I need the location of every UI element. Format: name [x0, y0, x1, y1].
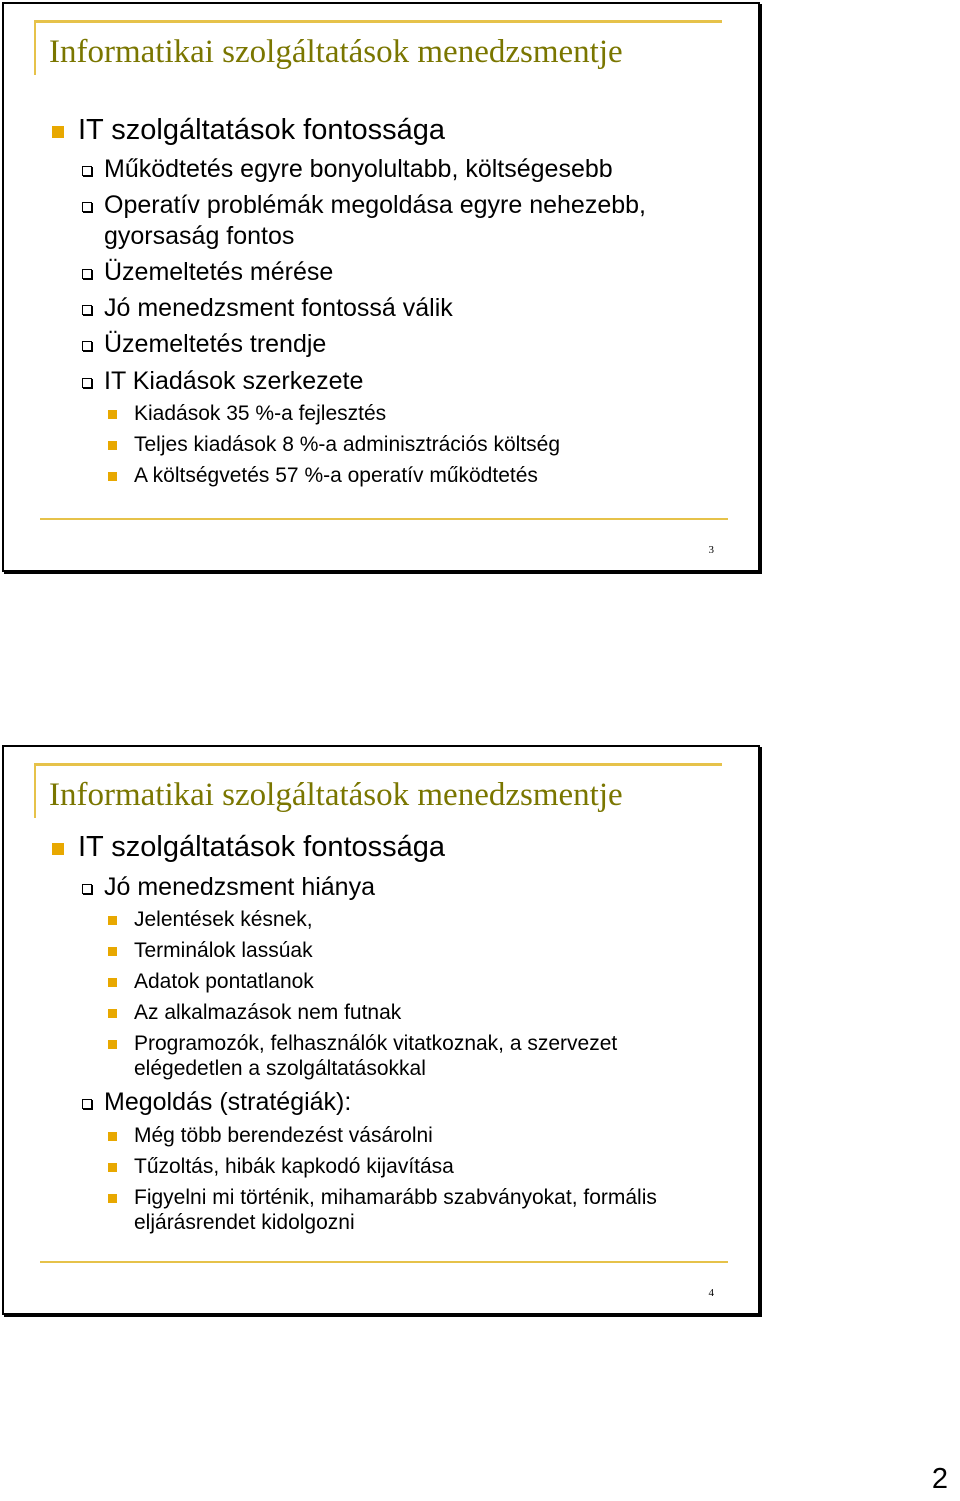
bullet-text: IT szolgáltatások fontossága — [78, 114, 446, 146]
bullet-item — [78, 831, 445, 864]
square-bullet-icon — [52, 126, 64, 138]
bullet-text: Jó menedzsment fontossá válik — [104, 294, 453, 322]
sub-bullet-item — [134, 1123, 433, 1148]
bullet-item — [104, 1087, 351, 1118]
bullet-item — [104, 329, 326, 360]
square-bullet-icon — [108, 978, 117, 987]
title-vertical-rule — [34, 763, 36, 818]
bullet-text: Programozók, felhasználók vitatkoznak, a szervezet — [134, 1032, 618, 1055]
bullet-text: IT Kiadások szerkezete — [104, 367, 364, 395]
bullet-item — [104, 190, 646, 252]
bullet-text: Adatok pontatlanok — [134, 970, 314, 993]
sub-bullet-item — [134, 1031, 617, 1081]
square-bullet-icon — [108, 472, 117, 481]
bullet-text: Megoldás (stratégiák): — [104, 1088, 352, 1116]
square-bullet-icon — [108, 947, 117, 956]
bullet-text: Tűzoltás, hibák kapkodó kijavítása — [134, 1155, 454, 1178]
square-bullet-icon — [108, 1009, 117, 1018]
checkbox-bullet-icon — [82, 305, 92, 315]
slide-page-number: 3 — [708, 544, 714, 556]
square-bullet-icon — [108, 410, 117, 419]
title-rule — [34, 20, 722, 23]
square-bullet-icon — [108, 916, 117, 925]
sub-bullet-item — [134, 1154, 454, 1179]
slide-title: Informatikai szolgáltatások menedzsmentje — [49, 34, 623, 70]
bullet-text-continued: eljárásrendet kidolgozni — [134, 1211, 355, 1234]
checkbox-bullet-icon — [82, 202, 92, 212]
bullet-text: Üzemeltetés trendje — [104, 330, 327, 358]
bullet-text-continued: elégedetlen a szolgáltatásokkal — [134, 1057, 426, 1080]
square-bullet-icon — [108, 1040, 117, 1049]
sub-bullet-item — [134, 463, 538, 488]
bullet-text-continued: gyorsaság fontos — [104, 222, 295, 250]
bullet-text: IT szolgáltatások fontossága — [78, 831, 446, 863]
slide-4 — [2, 745, 760, 1315]
footer-rule — [40, 1261, 728, 1263]
bullet-text: Terminálok lassúak — [134, 939, 313, 962]
checkbox-bullet-icon — [82, 166, 92, 176]
bullet-item — [104, 154, 613, 185]
title-vertical-rule — [34, 20, 36, 75]
square-bullet-icon — [108, 1132, 117, 1141]
square-bullet-icon — [108, 441, 117, 450]
bullet-text: Kiadások 35 %-a fejlesztés — [134, 402, 387, 425]
sub-bullet-item — [134, 938, 313, 963]
bullet-item — [104, 366, 363, 397]
slide-title: Informatikai szolgáltatások menedzsmentje — [49, 777, 623, 813]
square-bullet-icon — [108, 1194, 117, 1203]
footer-rule — [40, 518, 728, 520]
bullet-item — [104, 872, 375, 903]
sub-bullet-item — [134, 401, 386, 426]
square-bullet-icon — [108, 1163, 117, 1172]
bullet-text: Jelentések késnek, — [134, 908, 313, 931]
checkbox-bullet-icon — [82, 884, 92, 894]
bullet-item — [78, 114, 445, 147]
bullet-text: Teljes kiadások 8 %-a adminisztrációs költség — [134, 433, 561, 456]
sub-bullet-item — [134, 907, 313, 932]
sub-bullet-item — [134, 432, 560, 457]
bullet-item — [104, 293, 453, 324]
title-rule — [34, 763, 722, 766]
checkbox-bullet-icon — [82, 341, 92, 351]
bullet-text: Operatív problémák megoldása egyre nehezebb, — [104, 191, 646, 219]
document-page-number: 2 — [931, 1463, 948, 1495]
bullet-text: Az alkalmazások nem futnak — [134, 1001, 402, 1024]
bullet-text: A költségvetés 57 %-a operatív működtetés — [134, 464, 538, 487]
sub-bullet-item — [134, 969, 314, 994]
sub-bullet-item — [134, 1185, 657, 1235]
bullet-text: Figyelni mi történik, mihamarább szabványokat, formális — [134, 1186, 657, 1209]
bullet-text: Működtetés egyre bonyolultabb, költségesebb — [104, 155, 613, 183]
checkbox-bullet-icon — [82, 1099, 92, 1109]
bullet-text: Jó menedzsment hiánya — [104, 873, 375, 901]
sub-bullet-item — [134, 1000, 401, 1025]
square-bullet-icon — [52, 843, 64, 855]
bullet-text: Üzemeltetés mérése — [104, 258, 334, 286]
bullet-text: Még több berendezést vásárolni — [134, 1124, 433, 1147]
slide-page-number: 4 — [708, 1287, 714, 1299]
slide-3 — [2, 2, 760, 572]
checkbox-bullet-icon — [82, 378, 92, 388]
bullet-item — [104, 257, 333, 288]
checkbox-bullet-icon — [82, 269, 92, 279]
